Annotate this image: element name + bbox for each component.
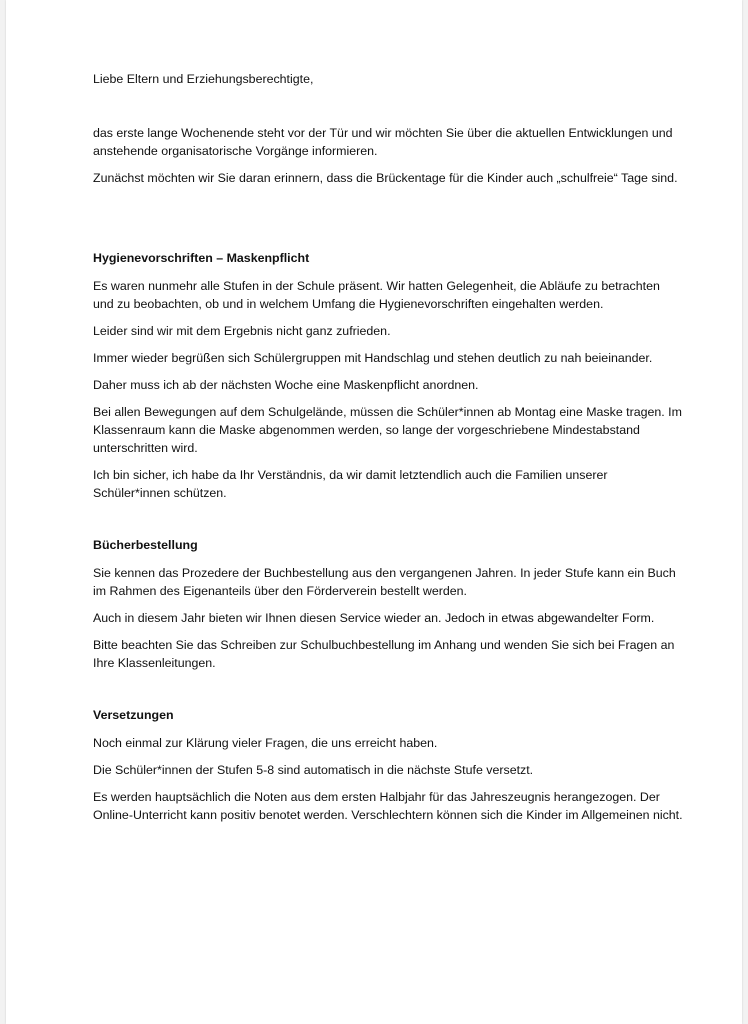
section-paragraph: Daher muss ich ab der nächsten Woche eine Maskenpflicht anordnen. <box>93 378 479 392</box>
intro-paragraph: das erste lange Wochenende steht vor der Tür und wir möchten Sie über die aktuellen Entwicklungen und anstehende organisatorische Vorgänge informieren. <box>93 126 673 158</box>
section-heading: Versetzungen <box>93 708 174 722</box>
section-paragraph: Bei allen Bewegungen auf dem Schulgelände, müssen die Schüler*innen ab Montag eine Maske tragen. Im Klassenraum kann die Maske abgenommen werden, so lange der vorgeschriebene Mindestabstand unterschritten wird. <box>93 405 682 455</box>
section-promotion <box>93 706 683 824</box>
salutation: Liebe Eltern und Erziehungsberechtigte, <box>93 72 314 86</box>
letter-body <box>93 70 683 858</box>
section-heading: Bücherbestellung <box>93 538 198 552</box>
section-paragraph: Es werden hauptsächlich die Noten aus dem ersten Halbjahr für das Jahreszeugnis herangezogen. Der Online-Unterricht kann positiv benotet werden. Verschlechtern können sich die Kinder im Allgemeinen nicht. <box>93 790 683 822</box>
document-page <box>6 0 742 1024</box>
section-paragraph: Bitte beachten Sie das Schreiben zur Schulbuchbestellung im Anhang und wenden Sie sich bei Fragen an Ihre Klassenleitungen. <box>93 638 675 670</box>
section-paragraph: Noch einmal zur Klärung vieler Fragen, die uns erreicht haben. <box>93 736 438 750</box>
section-paragraph: Die Schüler*innen der Stufen 5-8 sind automatisch in die nächste Stufe versetzt. <box>93 763 534 777</box>
section-heading: Hygienevorschriften – Maskenpflicht <box>93 251 310 265</box>
section-book-order <box>93 536 683 672</box>
section-paragraph: Es waren nunmehr alle Stufen in der Schule präsent. Wir hatten Gelegenheit, die Abläufe zu betrachten und zu beobachten, ob und in welchem Umfang die Hygienevorschriften eingehalten werden. <box>93 279 660 311</box>
section-paragraph: Auch in diesem Jahr bieten wir Ihnen diesen Service wieder an. Jedoch in etwas abgewandelter Form. <box>93 611 655 625</box>
section-paragraph: Ich bin sicher, ich habe da Ihr Verständnis, da wir damit letztendlich auch die Familien unserer Schüler*innen schützen. <box>93 468 608 500</box>
section-paragraph: Leider sind wir mit dem Ergebnis nicht ganz zufrieden. <box>93 324 391 338</box>
section-paragraph: Sie kennen das Prozedere der Buchbestellung aus den vergangenen Jahren. In jeder Stufe kann ein Buch im Rahmen des Eigenanteils über den Förderverein bestellt werden. <box>93 566 676 598</box>
section-paragraph: Immer wieder begrüßen sich Schülergruppen mit Handschlag und stehen deutlich zu nah beieinander. <box>93 351 653 365</box>
section-hygiene <box>93 249 683 502</box>
intro-paragraph: Zunächst möchten wir Sie daran erinnern, dass die Brückentage für die Kinder auch „schulfreie“ Tage sind. <box>93 171 678 185</box>
